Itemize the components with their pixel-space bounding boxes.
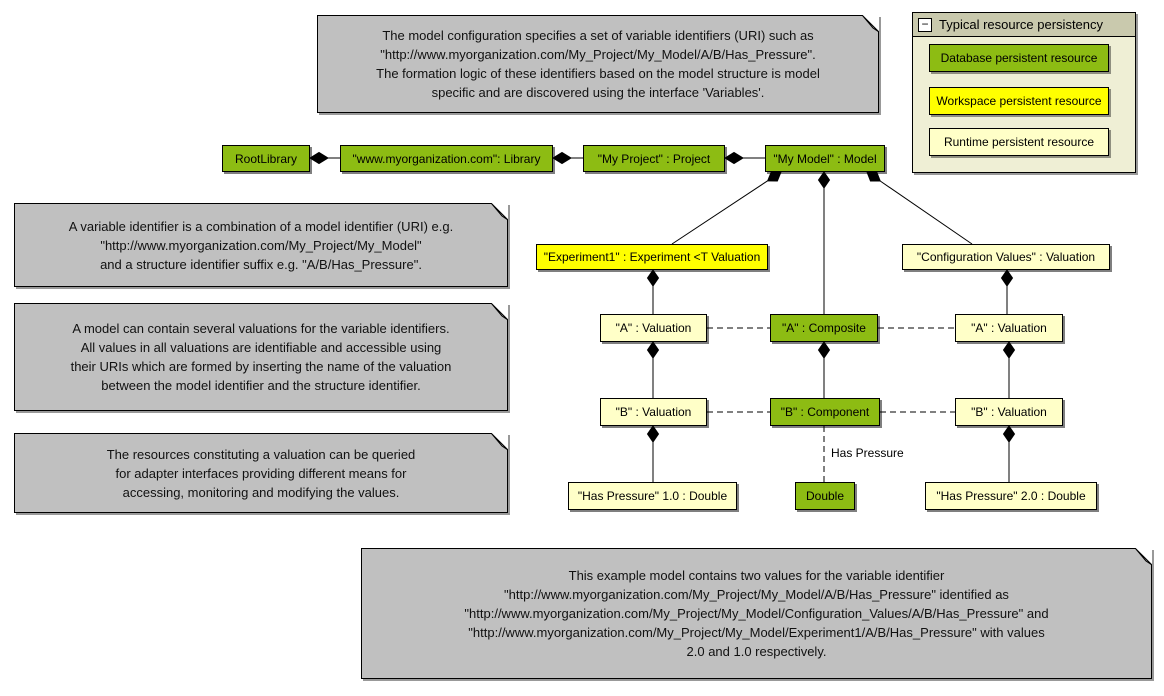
node-library[interactable]: "www.myorganization.com": Library xyxy=(340,145,553,172)
note-line: "http://www.myorganization.com/My_Project/My_Model/A/B/Has_Pressure" identified as xyxy=(504,587,1009,602)
edge-configuration-values-a-valuation xyxy=(1002,270,1013,314)
edge-label-has-pressure: Has Pressure xyxy=(831,446,904,460)
note-adapter-interfaces[interactable] xyxy=(14,433,508,513)
edge-a-composite-b-component xyxy=(819,342,830,398)
edge-project-model xyxy=(725,153,765,164)
node-b-valuation-right[interactable]: "B" : Valuation xyxy=(955,398,1063,426)
note-line: "http://www.myorganization.com/My_Project/My_Model/A/B/Has_Pressure". xyxy=(380,47,816,62)
legend-title: Typical resource persistency xyxy=(939,17,1104,32)
note-fold-icon xyxy=(491,203,508,220)
note-line: The model configuration specifies a set of variable identifiers (URI) such as xyxy=(382,28,814,43)
node-b-valuation-left[interactable]: "B" : Valuation xyxy=(600,398,707,426)
node-root-library[interactable]: RootLibrary xyxy=(222,145,310,172)
legend-item-runtime: Runtime persistent resource xyxy=(929,128,1109,156)
node-project[interactable]: "My Project" : Project xyxy=(583,145,725,172)
note-line: accessing, monitoring and modifying the values. xyxy=(122,484,400,500)
note-line: A variable identifier is a combination of a model identifier (URI) e.g. xyxy=(68,218,454,234)
note-line: "http://www.myorganization.com/My_Project/My_Model/Configuration_Values/A/B/Has_Pressure" and xyxy=(464,606,1049,621)
note-fold-icon xyxy=(862,15,879,32)
note-example-values[interactable] xyxy=(361,548,1152,679)
note-fold-icon xyxy=(1135,548,1152,565)
edge-experiment1-a-valuation xyxy=(648,270,659,314)
note-line: All values in all valuations are identifiable and accessible using xyxy=(80,340,442,355)
legend-panel xyxy=(912,12,1136,173)
note-valuations[interactable] xyxy=(14,303,508,411)
edge-rootlibrary-library xyxy=(310,153,340,164)
note-line: 2.0 and 1.0 respectively. xyxy=(686,644,827,659)
edge-b-valuation-has-pressure-2 xyxy=(1004,426,1015,482)
legend-item-workspace: Workspace persistent resource xyxy=(929,87,1109,115)
note-line: The formation logic of these identifiers based on the model structure is model xyxy=(376,66,820,81)
node-has-pressure-1[interactable]: "Has Pressure" 1.0 : Double xyxy=(568,482,737,510)
edge-model-a-composite xyxy=(819,172,830,314)
note-line: specific and are discovered using the interface 'Variables'. xyxy=(431,85,765,100)
node-a-valuation-right[interactable]: "A" : Valuation xyxy=(955,314,1063,342)
edge-library-project xyxy=(553,153,583,164)
note-line: between the model identifier and the structure identifier. xyxy=(101,378,421,393)
note-model-configuration[interactable] xyxy=(317,15,879,113)
node-model[interactable]: "My Model" : Model xyxy=(765,145,885,172)
node-a-valuation-left[interactable]: "A" : Valuation xyxy=(600,314,707,342)
edge-model-experiment1 xyxy=(672,167,784,244)
note-line: The resources constituting a valuation can be queried xyxy=(106,446,416,462)
note-line: their URIs which are formed by inserting the name of the valuation xyxy=(70,359,452,374)
note-fold-icon xyxy=(491,433,508,450)
edge-model-configuration-values xyxy=(864,167,972,244)
note-line: A model can contain several valuations for the variable identifiers. xyxy=(72,321,450,336)
legend-header xyxy=(913,13,1135,37)
note-line: "http://www.myorganization.com/My_Project/My_Model/Experiment1/A/B/Has_Pressure" with values xyxy=(468,625,1045,640)
node-b-component[interactable]: "B" : Component xyxy=(770,398,880,426)
note-variable-identifier[interactable] xyxy=(14,203,508,287)
legend-collapse-button[interactable]: − xyxy=(918,18,932,32)
edge-b-valuation-has-pressure-1 xyxy=(648,426,659,482)
node-a-composite[interactable]: "A" : Composite xyxy=(770,314,878,342)
node-double[interactable]: Double xyxy=(795,482,855,510)
edge-a-valuation-b-valuation-right xyxy=(1004,342,1015,398)
note-line: This example model contains two values for the variable identifier xyxy=(568,568,945,583)
node-has-pressure-2[interactable]: "Has Pressure" 2.0 : Double xyxy=(925,482,1097,510)
node-experiment1[interactable]: "Experiment1" : Experiment <T Valuation xyxy=(536,244,768,270)
node-configuration-values[interactable]: "Configuration Values" : Valuation xyxy=(902,244,1110,270)
note-line: for adapter interfaces providing different means for xyxy=(115,465,407,481)
edge-a-valuation-b-valuation-left xyxy=(648,342,659,398)
note-line: and a structure identifier suffix e.g. "A/B/Has_Pressure". xyxy=(100,256,422,272)
note-line: "http://www.myorganization.com/My_Project/My_Model" xyxy=(100,237,422,253)
legend-item-database: Database persistent resource xyxy=(929,44,1109,72)
note-fold-icon xyxy=(491,303,508,320)
